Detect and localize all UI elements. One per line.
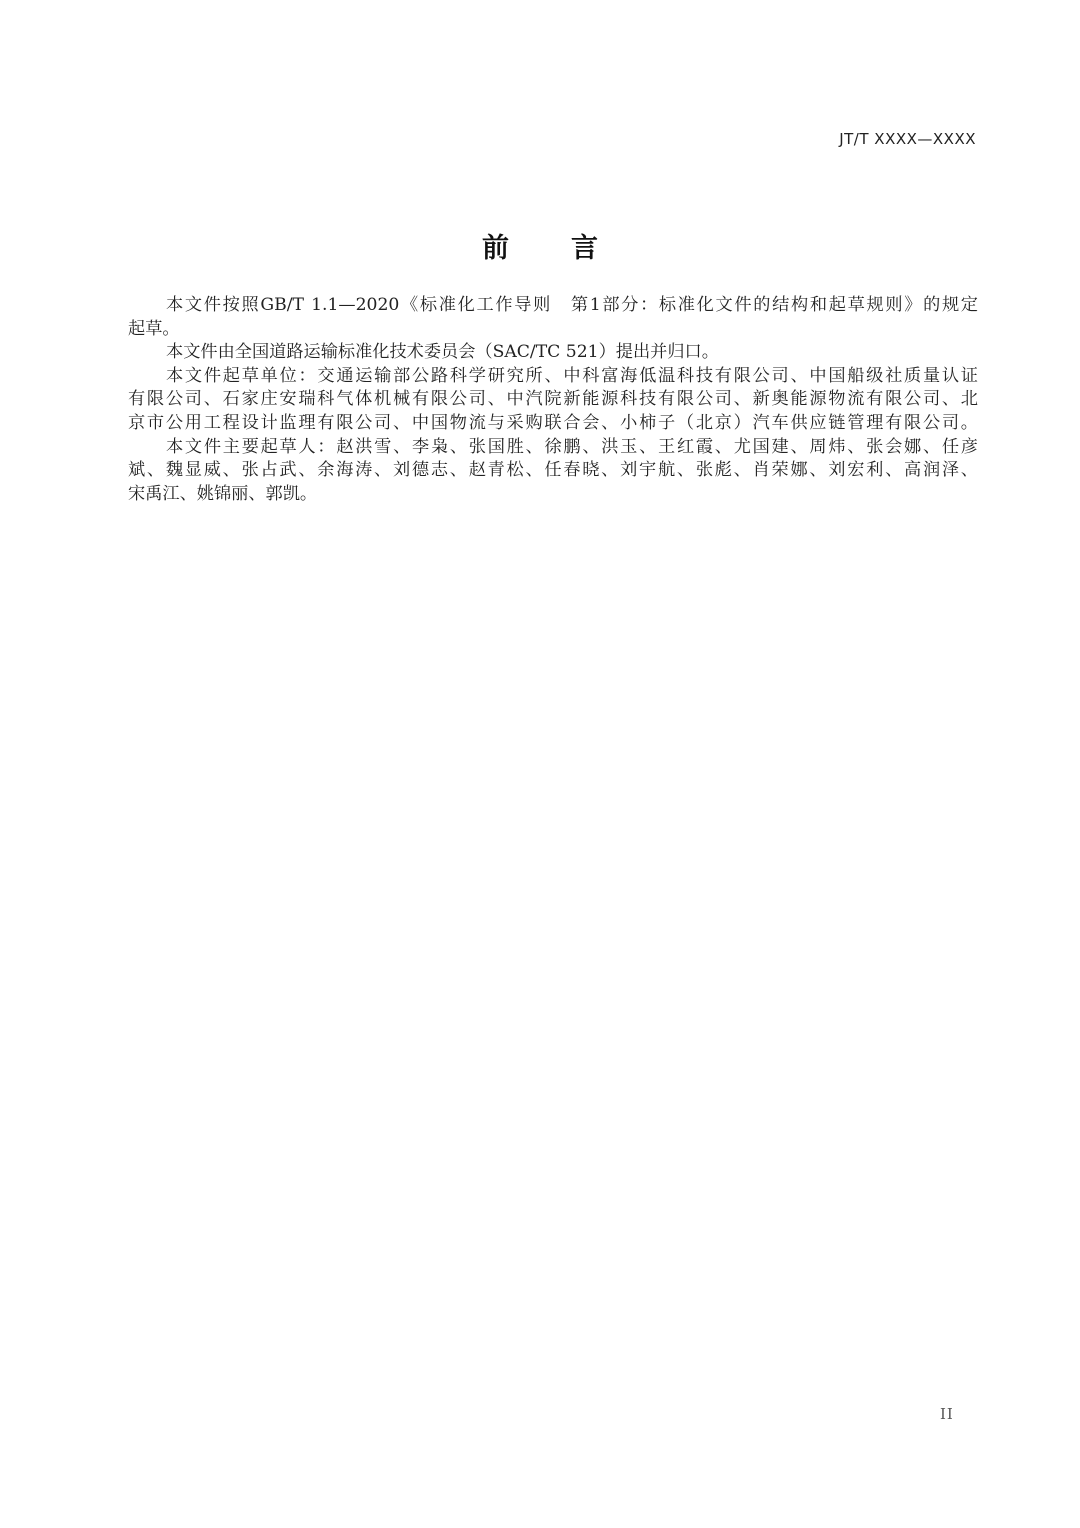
text-line: 本文件起草单位：交通运输部公路科学研究所、中科富海低温科技有限公司、中国船级社质量认证 <box>166 365 978 386</box>
text-line: 本文件按照GB/T 1.1—2020《标准化工作导则 第1部分：标准化文件的结构和起草规则》的规定 <box>166 295 978 315</box>
title-char-1: 前 <box>482 233 509 264</box>
paragraph-drafters <box>128 436 978 507</box>
paragraph-drafting-rules <box>128 294 978 341</box>
page-title <box>0 226 1080 265</box>
foreword-body <box>128 294 978 506</box>
paragraph-drafting-units <box>128 365 978 436</box>
text-line: 有限公司、石家庄安瑞科气体机械有限公司、中汽院新能源科技有限公司、新奥能源物流有限公司、北 <box>128 389 978 410</box>
page-number: II <box>940 1405 954 1423</box>
title-char-2: 言 <box>571 233 598 264</box>
text-line: 本文件主要起草人：赵洪雪、李枭、张国胜、徐鹏、洪玉、王红霞、尤国建、周炜、张会娜、任彦 <box>166 436 978 457</box>
text-line: 宋禹江、姚锦丽、郭凯。 <box>128 483 318 504</box>
text-line: 起草。 <box>128 318 180 339</box>
document-code: JT/T XXXX—XXXX <box>839 130 976 148</box>
text-line: 本文件由全国道路运输标准化技术委员会（SAC/TC 521）提出并归口。 <box>166 342 719 363</box>
text-line: 京市公用工程设计监理有限公司、中国物流与采购联合会、小柿子（北京）汽车供应链管理有限公司。 <box>128 412 978 433</box>
paragraph-proposer <box>128 341 978 365</box>
text-line: 斌、魏显威、张占武、余海涛、刘德志、赵青松、任春晓、刘宇航、张彪、肖荣娜、刘宏利、高润泽、 <box>128 460 978 481</box>
